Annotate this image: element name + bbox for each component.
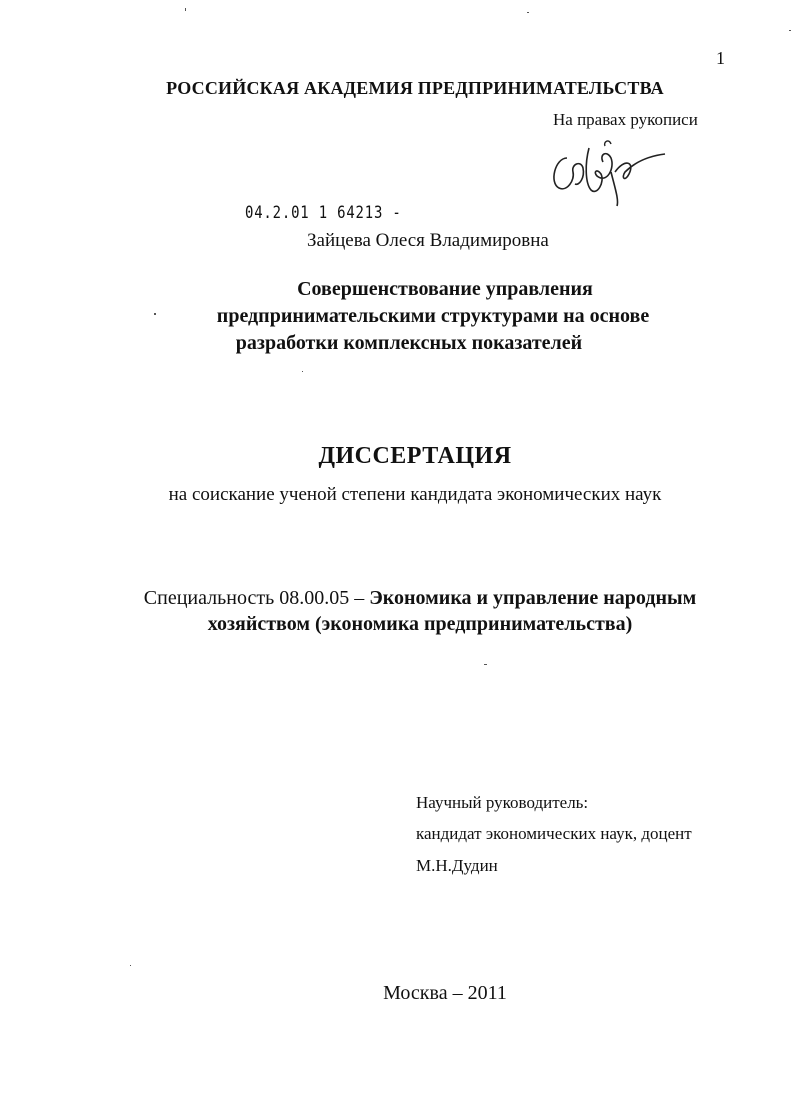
specialty-block [0,585,800,637]
academy-name: РОССИЙСКАЯ АКАДЕМИЯ ПРЕДПРИНИМАТЕЛЬСТВА [166,78,664,98]
title-line: Совершенствование управления [297,278,593,300]
rights-note: На правах рукописи [553,110,698,129]
scan-speck [185,8,186,11]
title-line: предпринимательскими структурами на основе [216,305,650,327]
supervisor-rank: кандидат экономических наук, доцент [416,824,692,843]
specialty-line-1 [0,585,800,611]
title-line: разработки комплексных показателей [235,332,583,354]
specialty-name-part-2: хозяйством (экономика предпринимательства) [207,613,633,635]
scan-speck [302,371,303,372]
document-type: ДИССЕРТАЦИЯ [318,443,512,469]
signature-icon [545,128,675,208]
scan-speck [527,12,529,13]
city-year: Москва – 2011 [383,982,507,1004]
specialty-line-2 [0,611,800,637]
page-number: 1 [716,48,725,68]
specialty-prefix: Специальность 08.00.05 – [143,587,370,609]
supervisor-label: Научный руководитель: [416,793,589,812]
author-name: Зайцева Олеся Владимировна [307,230,549,251]
scan-speck [789,30,791,31]
degree-line: на соискание ученой степени кандидата экономических наук [168,484,662,505]
scan-speck [484,664,487,665]
dissertation-title [0,276,800,357]
supervisor-name: М.Н.Дудин [416,856,498,875]
scan-speck [154,313,156,315]
scan-speck [130,965,131,966]
specialty-name-part-1: Экономика и управление народным [369,587,697,609]
catalog-number: 04.2.01 1 64213 - [245,203,402,223]
